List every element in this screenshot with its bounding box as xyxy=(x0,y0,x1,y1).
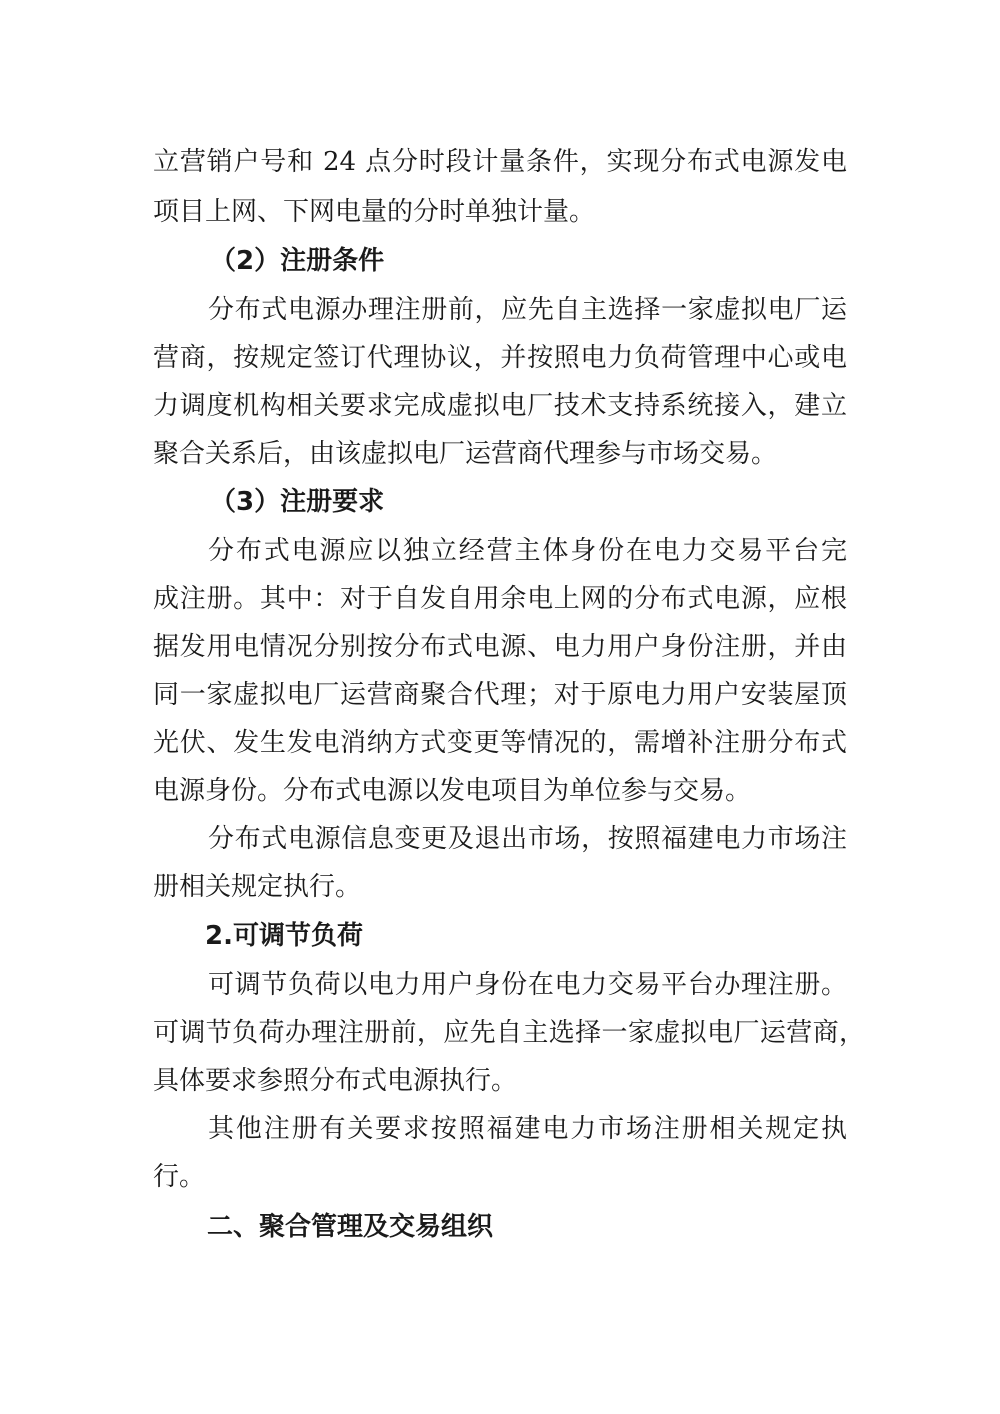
paragraph-line: 分布式电源应以独立经营主体身份在电力交易平台完 xyxy=(208,536,847,566)
paragraph-line: 分布式电源办理注册前，应先自主选择一家虚拟电厂运 xyxy=(208,295,847,325)
paragraph-line: 可调节负荷办理注册前，应先自主选择一家虚拟电厂运营商， xyxy=(153,1018,865,1048)
paragraph-line: 电源身份。分布式电源以发电项目为单位参与交易。 xyxy=(153,776,752,806)
section-heading: 2.可调节负荷 xyxy=(205,921,363,951)
paragraph-line: 分布式电源信息变更及退出市场，按照福建电力市场注 xyxy=(208,824,847,854)
paragraph-line: 据发用电情况分别按分布式电源、电力用户身份注册，并由 xyxy=(153,632,847,662)
section-heading: （2）注册条件 xyxy=(210,246,385,276)
paragraph-line: 同一家虚拟电厂运营商聚合代理；对于原电力用户安装屋顶 xyxy=(153,680,847,710)
paragraph-line: 其他注册有关要求按照福建电力市场注册相关规定执 xyxy=(208,1114,847,1144)
paragraph-line: 册相关规定执行。 xyxy=(153,872,362,902)
paragraph-line: 聚合关系后，由该虚拟电厂运营商代理参与市场交易。 xyxy=(153,439,778,469)
section-heading: （3）注册要求 xyxy=(210,487,385,517)
paragraph-line: 光伏、发生发电消纳方式变更等情况的，需增补注册分布式 xyxy=(153,728,847,758)
paragraph-line: 行。 xyxy=(153,1162,206,1192)
paragraph-line: 立营销户号和 24 点分时段计量条件，实现分布式电源发电 xyxy=(153,147,847,177)
paragraph-line: 项目上网、下网电量的分时单独计量。 xyxy=(153,197,596,227)
paragraph-line: 可调节负荷以电力用户身份在电力交易平台办理注册。 xyxy=(208,970,847,1000)
paragraph-line: 成注册。其中：对于自发自用余电上网的分布式电源，应根 xyxy=(153,584,847,614)
chapter-heading: 二、聚合管理及交易组织 xyxy=(207,1212,494,1242)
paragraph-line: 营商，按规定签订代理协议，并按照电力负荷管理中心或电 xyxy=(153,343,847,373)
paragraph-line: 力调度机构相关要求完成虚拟电厂技术支持系统接入，建立 xyxy=(153,391,847,421)
paragraph-line: 具体要求参照分布式电源执行。 xyxy=(153,1066,518,1096)
